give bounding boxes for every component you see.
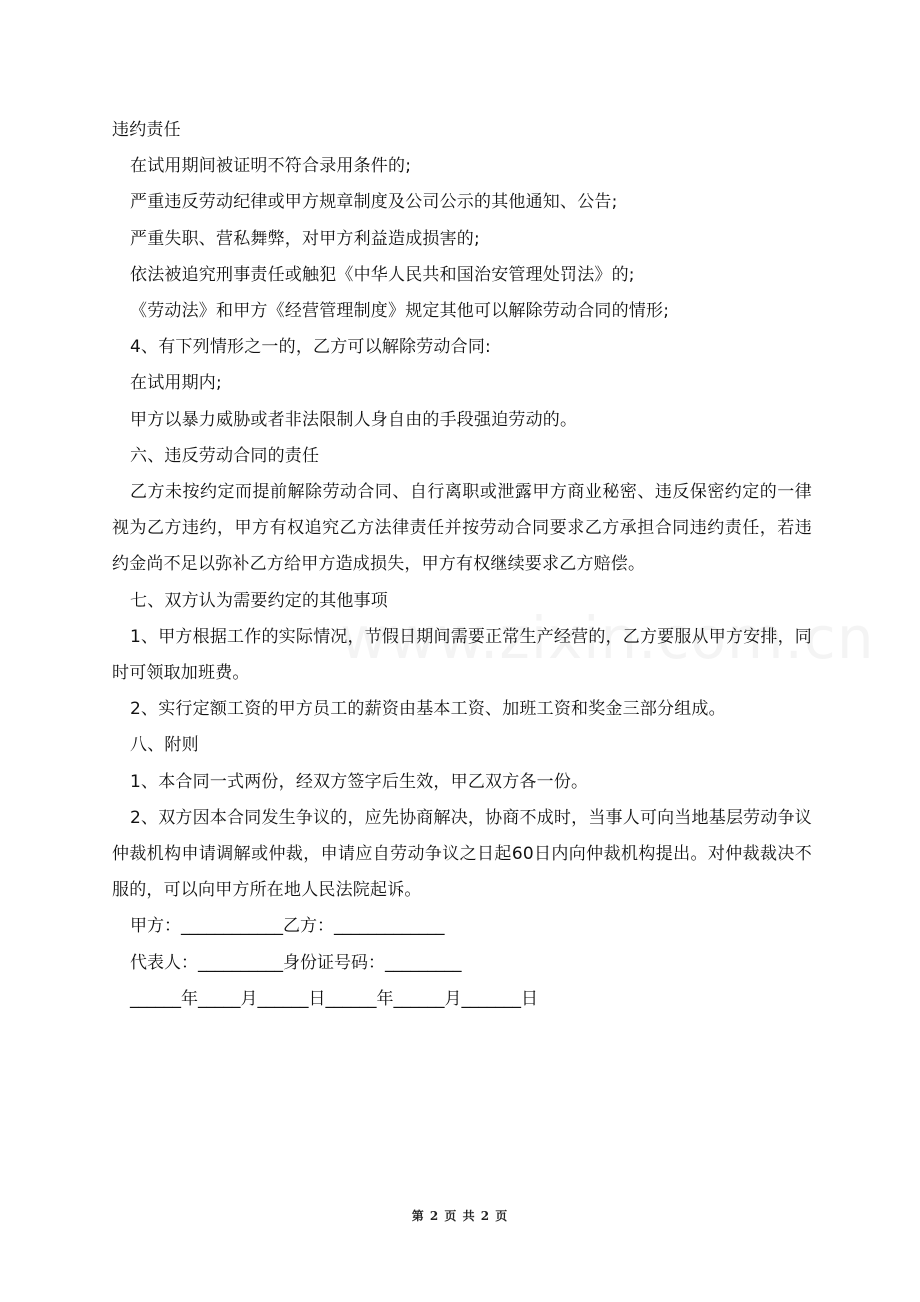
paragraph-criminal-liability: 依法被追究刑事责任或触犯《中华人民共和国治安管理处罚法》的; xyxy=(130,264,635,285)
paragraph-dereliction: 严重失职、营私舞弊，对甲方利益造成损害的; xyxy=(130,228,480,249)
paragraph-employee-termination: 4、有下列情形之一的，乙方可以解除劳动合同: xyxy=(130,337,491,358)
signature-representative-line: 代表人：__________身份证号码：_________ xyxy=(130,952,462,973)
section-heading-appendix: 八、附则 xyxy=(130,735,199,756)
document-body xyxy=(112,112,812,1017)
paragraph-breach-details: 乙方未按约定而提前解除劳动合同、自行离职或泄露甲方商业秘密、违反保密约定的一律视为乙方违约，甲方有权追究乙方法律责任并按劳动合同要求乙方承担合同违约责任，若违约金尚不足以弥补乙方给甲方造成损失，甲方有权继续要求乙方赔偿。 xyxy=(112,482,812,575)
paragraph-copies: 1、本合同一式两份，经双方签字后生效，甲乙双方各一份。 xyxy=(130,771,589,792)
paragraph-holiday-work: 1、甲方根据工作的实际情况，节假日期间需要正常生产经营的，乙方要服从甲方安排，同时可领取加班费。 xyxy=(112,626,812,684)
section-heading-other-matters: 七、双方认为需要约定的其他事项 xyxy=(130,590,388,611)
section-heading-breach: 六、违反劳动合同的责任 xyxy=(130,445,320,466)
paragraph-dispute-resolution: 2、双方因本合同发生争议的，应先协商解决，协商不成时，当事人可向当地基层劳动争议仲裁机构申请调解或仲裁，申请应自劳动争议之日起60日内向仲裁机构提出。对仲裁裁决不服的，可以向甲方所在地人民法院起诉。 xyxy=(112,807,812,901)
signature-parties-line: 甲方：____________乙方：_____________ xyxy=(130,916,445,937)
signature-date-line: ______年_____月______日______年______月_______日 xyxy=(130,988,538,1009)
paragraph-salary-structure: 2、实行定额工资的甲方员工的薪资由基本工资、加班工资和奖金三部分组成。 xyxy=(130,699,726,720)
paragraph-breach-liability: 违约责任 xyxy=(112,120,181,140)
paragraph-probation-unqualified: 在试用期间被证明不符合录用条件的; xyxy=(130,156,412,177)
paragraph-serious-violation: 严重违反劳动纪律或甲方规章制度及公司公示的其他通知、公告; xyxy=(130,192,618,213)
paragraph-during-probation: 在试用期内; xyxy=(130,373,222,394)
page-number-footer: 第 2 页 共 2 页 xyxy=(411,1209,509,1223)
paragraph-labor-law-cases: 《劳动法》和甲方《经营管理制度》规定其他可以解除劳动合同的情形; xyxy=(130,301,670,322)
paragraph-forced-labor: 甲方以暴力威胁或者非法限制人身自由的手段强迫劳动的。 xyxy=(130,409,578,430)
